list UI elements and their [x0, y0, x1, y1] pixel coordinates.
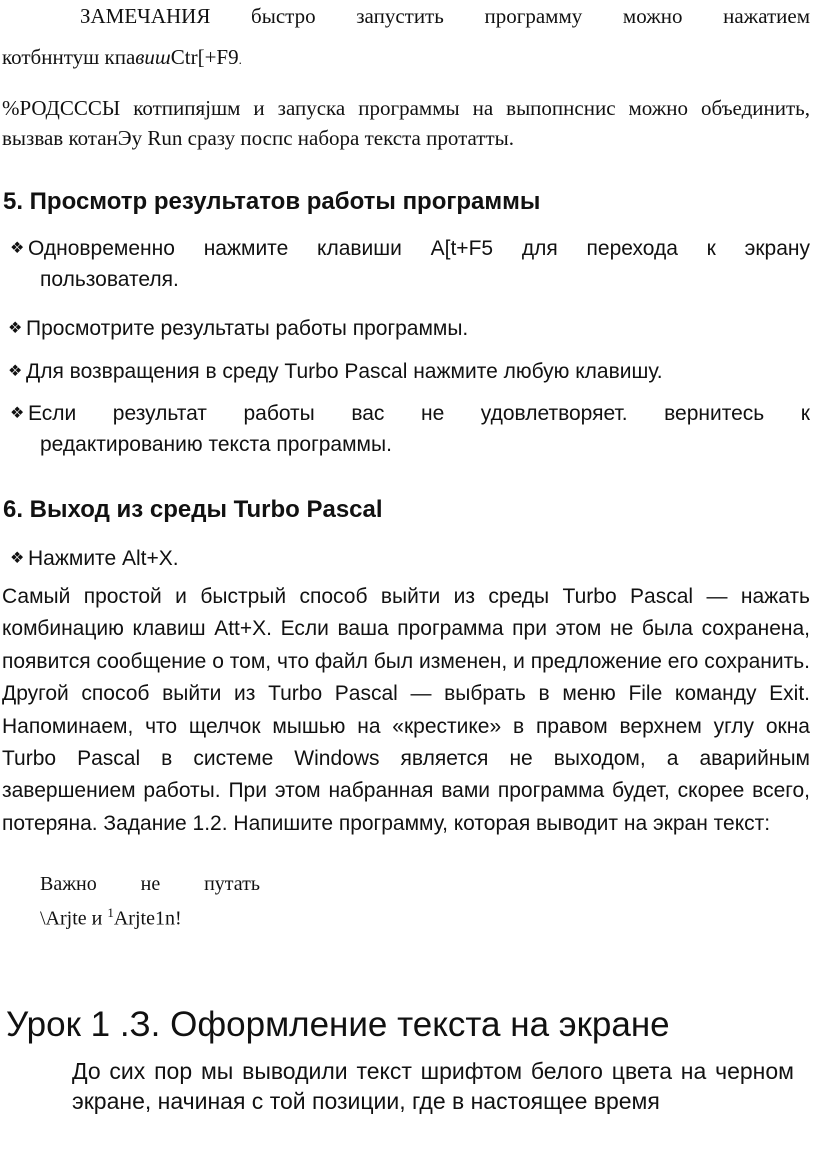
lesson-intro: До сих пор мы выводили текст шрифтом белого цвета на черном экране, начиная с той позиции, где в настоящее время: [72, 1058, 794, 1114]
bullet-1-line-1: Одновременно нажмите клавиши A[t+F5 для перехода к экрану: [28, 237, 810, 260]
note-line-1: ЗАМЕЧАНИЯ быстро запустить программу можно нажатием: [80, 4, 810, 28]
bullet-4-line-1: Если результат работы вас не удовлетворяет. вернитесь к: [28, 402, 810, 425]
note-line-2-italic: виш: [135, 45, 171, 69]
code-line-2: [40, 900, 182, 932]
section-5-bullet-1: [10, 233, 810, 295]
section-6-bullet: [10, 543, 810, 574]
bullet-3-text: Для возвращения в среду Turbo Pascal нажмите любую клавишу.: [26, 360, 663, 383]
section-5-bullet-4: [10, 398, 810, 460]
note-line-2-dot: .: [238, 52, 242, 67]
bullet-4-line-2: редактированию текста программы.: [40, 433, 392, 456]
diamond-bullet-icon: ❖: [10, 550, 25, 567]
note-line-2-end: Ctr[+F9: [170, 45, 239, 69]
code-line-2-sup: 1: [107, 905, 114, 920]
code-line-1: Важно не путать: [40, 873, 260, 895]
bullet-1-line-2: пользователя.: [40, 268, 179, 291]
section-5-bullet-2: [8, 313, 808, 344]
section-5-bullet-3: [8, 356, 808, 387]
diamond-bullet-icon: ❖: [10, 405, 25, 422]
code-line-2-end: Arjte1n!: [113, 907, 182, 930]
section-6-paragraph: Самый простой и быстрый способ выйти из среды Turbo Pascal — нажать комбинацию клавиш Att+X. Если ваша программа при этом не была сохранена, появится сообщение о том, что файл был изменен, и предложение его сохранить. Другой способ выйти из Turbo Pascal — выбрать в меню File команду Exit. Напоминаем, что щелчок мышью на «крестике» в правом верхнем углу окна Turbo Pascal в системе Windows является не выходом, а аварийным завершением работы. При этом набранная вами программа будет, скорее всего, потеряна. Задание 1.2. Напишите программу, которая выводит на экран текст:: [2, 585, 810, 835]
note-line-2: [2, 44, 402, 73]
lesson-title: Урок 1 .З. Оформление текста на экране: [6, 1005, 670, 1044]
diamond-bullet-icon: ❖: [10, 240, 25, 257]
code-line-2-start: \Arjte и: [40, 907, 108, 930]
section-5-heading: 5. Просмотр результатов работы программы: [3, 188, 541, 215]
note-line-2-start: котбннтуш кпа: [2, 45, 136, 69]
diamond-bullet-icon: ❖: [8, 320, 23, 337]
diamond-bullet-icon: ❖: [8, 363, 23, 380]
section-6-heading: 6. Выход из среды Turbo Pascal: [3, 496, 383, 523]
note-paragraph-2: %РОДСССЫ котпипяјшм и запуска программы на выпопнснис можно объединить, вызвав котанЭу Run сразу поспс набора текста протатты.: [2, 96, 810, 150]
section-6-bullet-text: Нажмите Alt+X.: [28, 547, 179, 570]
bullet-2-text: Просмотрите результаты работы программы.: [26, 317, 469, 340]
